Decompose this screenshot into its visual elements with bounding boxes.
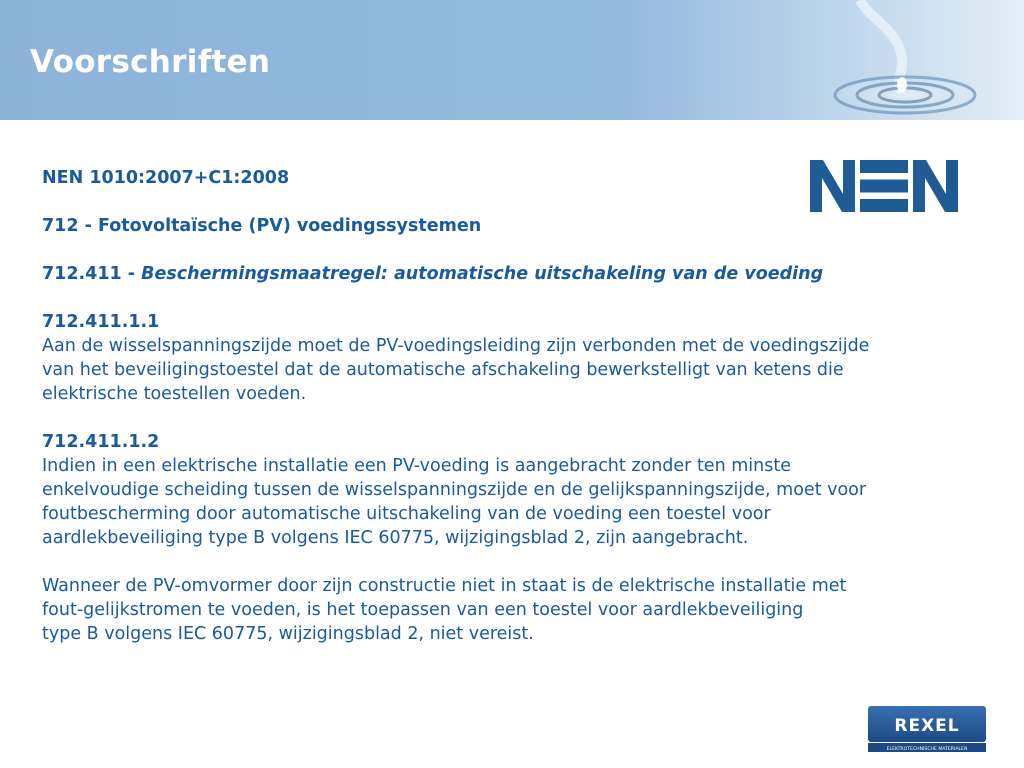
paragraph-2-number: 712.411.1.2	[42, 432, 160, 452]
paragraph-1-line: elektrische toestellen voeden.	[42, 384, 307, 404]
paragraph-2-line: foutbescherming door automatische uitschakeling van de voeding een toestel voor	[42, 504, 771, 524]
svg-text:REXEL: REXEL	[894, 716, 960, 736]
paragraph-1-line: Aan de wisselspanningszijde moet de PV-voedingsleiding zijn verbonden met de voedingszijde	[42, 336, 870, 356]
header-banner	[0, 0, 1024, 120]
clause-number: 712.411 -	[42, 264, 142, 284]
paragraph-2-line: aardlekbeveiliging type B volgens IEC 60775, wijzigingsblad 2, zijn aangebracht.	[42, 528, 749, 548]
svg-text:ELEKTROTECHNISCHE MATERIALEN: ELEKTROTECHNISCHE MATERIALEN	[886, 747, 968, 752]
section-heading: 712 - Fotovoltaïsche (PV) voedingssystemen	[42, 216, 482, 236]
clause-heading	[42, 262, 1002, 286]
regulation-text	[42, 166, 1002, 646]
water-drop-image	[790, 0, 1024, 120]
paragraph-3-line: Wanneer de PV-omvormer door zijn constructie niet in staat is de elektrische installatie met	[42, 576, 847, 596]
paragraph-1-line: van het beveiligingstoestel dat de automatische afschakeling bewerkstelligt van ketens die	[42, 360, 844, 380]
clause-title: Beschermingsmaatregel: automatische uitschakeling van de voeding	[141, 264, 824, 284]
paragraph-3-line: fout-gelijkstromen te voeden, is het toepassen van een toestel voor aardlekbeveiliging	[42, 600, 804, 620]
paragraph-1-number: 712.411.1.1	[42, 312, 160, 332]
paragraph-2-line: enkelvoudige scheiding tussen de wisselspanningszijde en de gelijkspanningszijde, moet voor	[42, 480, 867, 500]
standard-code: NEN 1010:2007+C1:2008	[42, 168, 290, 188]
paragraph-2-line: Indien in een elektrische installatie een PV-voeding is aangebracht zonder ten minste	[42, 456, 791, 476]
page-title: Voorschriften	[30, 44, 271, 80]
paragraph-3-line: type B volgens IEC 60775, wijzigingsblad 2, niet vereist.	[42, 624, 534, 644]
rexel-logo	[868, 706, 986, 752]
